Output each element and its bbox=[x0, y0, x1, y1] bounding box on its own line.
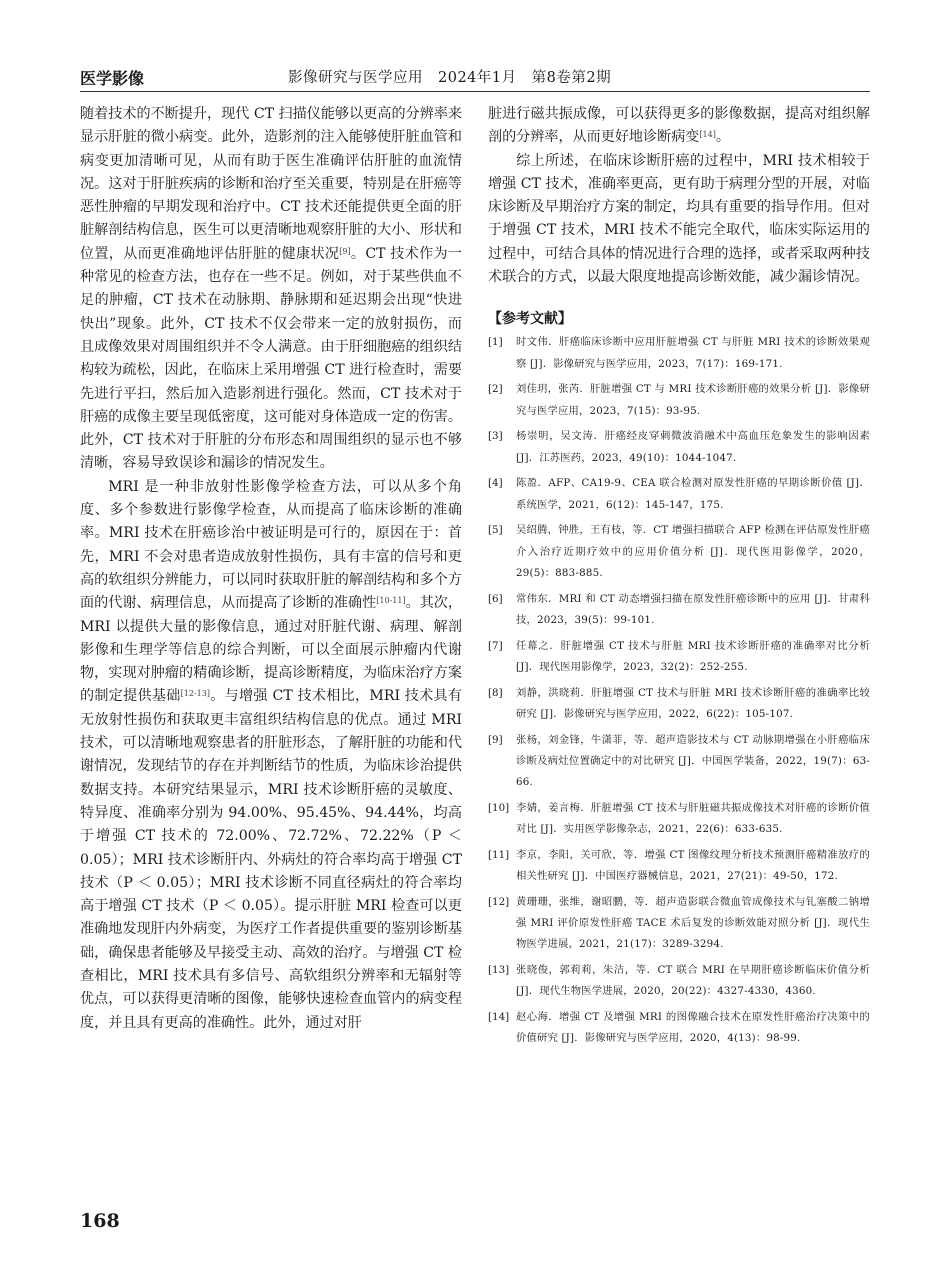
reference-text: 时文伟．肝癌临床诊断中应用肝脏增强 CT 与肝脏 MRI 技术的诊断效果观察 [J]．影像研究与医学应用，2023，7(17)：169-171. bbox=[516, 336, 870, 370]
reference-item bbox=[488, 473, 870, 515]
body-paragraph-continued: 脏进行磁共振成像，可以获得更多的影像数据，提高对组织解剖的分辨率，从而更好地诊断病变[14]。 bbox=[488, 106, 870, 146]
journal-issue-info: 影像研究与医学应用 2024年1月 第8卷第2期 bbox=[288, 70, 612, 86]
reference-text: 张杨，刘金锋，牛潇菲，等．超声造影技术与 CT 动脉期增强在小肝癌临床诊断及病灶位置确定中的对比研究 [J]．中国医学装备，2022，19(7)：63-66. bbox=[516, 733, 870, 788]
reference-item bbox=[488, 589, 870, 631]
reference-number: [3] bbox=[488, 430, 503, 443]
reference-item bbox=[488, 379, 870, 421]
reference-item bbox=[488, 960, 870, 1002]
header-divider bbox=[80, 91, 870, 92]
reference-text: 刘静，洪晓莉．肝脏增强 CT 技术与肝脏 MRI 技术诊断肝癌的准确率比较研究 [J]．影像研究与医学应用，2022，6(22)：105-107. bbox=[516, 686, 870, 720]
reference-item bbox=[488, 332, 870, 374]
left-column bbox=[80, 103, 462, 1035]
reference-text: 杨崇明，吴文涛．肝癌经皮穿刺微波消融术中高血压危象发生的影响因素 [J]．江苏医药，2023，49(10)：1044-1047. bbox=[516, 430, 870, 464]
reference-text: 李婧，姜言梅．肝脏增强 CT 技术与肝脏磁共振成像技术对肝癌的诊断价值对比 [J]．实用医学影像杂志，2021，22(6)：633-635. bbox=[516, 801, 870, 835]
reference-number: [1] bbox=[488, 336, 503, 349]
citation-ref: [12-13] bbox=[180, 689, 210, 699]
references-heading: 【参考文献】 bbox=[488, 311, 572, 328]
reference-list bbox=[488, 332, 870, 1049]
reference-number: [4] bbox=[488, 477, 503, 490]
journal-section-label: 医学影像 bbox=[80, 69, 145, 88]
reference-text: 吴绍腾，钟胜，王有枝，等．CT 增强扫描联合 AFP 检测在评估原发性肝癌介入治疗近期疗效中的应用价值分析 [J]．现代医用影像学，2020，29(5)：883-885. bbox=[516, 524, 870, 579]
right-column bbox=[488, 103, 870, 1054]
reference-text: 赵心海．增强 CT 及增强 MRI 的图像融合技术在原发性肝癌治疗决策中的价值研究 [J]．影像研究与医学应用，2020，4(13)：98-99. bbox=[516, 1010, 870, 1045]
reference-text: 常伟东．MRI 和 CT 动态增强扫描在原发性肝癌诊断中的应用 [J]．甘肃科技，2023，39(5)：99-101. bbox=[516, 592, 870, 626]
reference-number: [6] bbox=[488, 592, 503, 605]
reference-text: 陈盈．AFP、CA19-9、CEA 联合检测对原发性肝癌的早期诊断价值 [J]．系统医学，2021，6(12)：145-147，175. bbox=[516, 477, 870, 511]
reference-number: [14] bbox=[488, 1010, 510, 1023]
reference-item bbox=[488, 798, 870, 840]
reference-item bbox=[488, 845, 870, 887]
reference-text: 张晓俊，郭莉莉，朱洁，等．CT 联合 MRI 在早期肝癌诊断临床价值分析 [J]．现代生物医学进展，2020，20(22)：4327-4330，4360. bbox=[516, 963, 870, 998]
reference-number: [10] bbox=[488, 801, 510, 814]
reference-number: [2] bbox=[488, 383, 503, 396]
reference-number: [9] bbox=[488, 733, 503, 746]
reference-number: [5] bbox=[488, 524, 503, 537]
reference-item bbox=[488, 426, 870, 468]
reference-item bbox=[488, 730, 870, 794]
reference-text: 任幕之．肝脏增强 CT 技术与肝脏 MRI 技术诊断肝癌的准确率对比分析 [J]．现代医用影像学，2023，32(2)：252-255. bbox=[516, 639, 870, 673]
page-number: 168 bbox=[80, 1210, 120, 1232]
reference-number: [12] bbox=[488, 895, 510, 908]
citation-ref: [14] bbox=[699, 130, 716, 140]
reference-number: [7] bbox=[488, 639, 503, 652]
conclusion-paragraph: 综上所述，在临床诊断肝癌的过程中，MRI 技术相较于增强 CT 技术，准确率更高，更有助于病理分型的开展，对临床诊断及早期治疗方案的制定，均具有重要的指导作用。但对于增强 CT 技术，MRI 技术不能完全取代，临床实际运用的过程中，可结合具体的情况进行合理的选择，或者采取两种技术联合的方式，以最大限度地提高诊断效能，减少漏诊情况。 bbox=[488, 152, 870, 286]
reference-item bbox=[488, 636, 870, 678]
body-paragraph-mri: MRI 是一种非放射性影像学检查方法，可以从多个角度、多个参数进行影像学检查，从而提高了临床诊断的准确率。MRI 技术在肝癌诊治中被证明是可行的，原因在于：首先，MRI 不会对患者造成放射性损伤，具有丰富的信号和更高的软组织分辨能力，可以同时获取肝脏的解剖结构和多个方面的代谢、病理信息，从而提高了诊断的准确性[10-11]。其次，MRI 以提供大量的影像信息，通过对肝脏代谢、病理、解剖影像和生理学等信息的综合判断，可以全面展示肿瘤内代谢物，实现对肿瘤的精确诊断，提高诊断精度，为临床治疗方案的制定提供基础[12-13]。与增强 CT 技术相比，MRI 技术具有无放射性损伤和获取更丰富组织结构信息的优点。通过 MRI 技术，可以清晰地观察患者的肝脏形态，了解肝脏的功能和代谢情况，发现结节的存在并判断结节的性质，为临床诊治提供数据支持。本研究结果显示，MRI 技术诊断肝癌的灵敏度、特异度、准确率分别为 94.00%、95.45%、94.44%，均高于增强 CT 技术的 72.00%、72.72%、72.22%（P ＜ 0.05）；MRI 技术诊断肝内、外病灶的符合率均高于增强 CT 技术（P ＜ 0.05）；MRI 技术诊断不同直径病灶的符合率均高于增强 CT 技术（P ＜ 0.05）。提示肝脏 MRI 检查可以更准确地发现肝内外病变，为医疗工作者提供重要的鉴别诊断基础，确保患者能够及早接受主动、高效的治疗。与增强 CT 检查相比，MRI 技术具有多信号、高软组织分辨率和无辐射等优点，可以获得更清晰的图像，能够快速检查血管内的病变程度，并且具有更高的准确性。此外，通过对肝 bbox=[80, 478, 463, 1031]
reference-number: [11] bbox=[488, 848, 510, 861]
reference-number: [8] bbox=[488, 686, 503, 699]
reference-item bbox=[488, 892, 870, 956]
reference-item bbox=[488, 1007, 870, 1049]
citation-ref: [9] bbox=[339, 246, 351, 256]
reference-text: 黄珊珊，张维，谢昭鹏，等．超声造影联合微血管成像技术与钆塞酸二钠增强 MRI 评价原发性肝癌 TACE 术后复发的诊断效能对照分析 [J]．现代生物医学进展，2021，21(17)：3289-3294. bbox=[516, 895, 870, 951]
reference-number: [13] bbox=[488, 963, 510, 976]
reference-item bbox=[488, 520, 870, 584]
reference-text: 李京，李阳，关可欣，等．增强 CT 图像纹理分析技术预测肝癌精准放疗的相关性研究 [J]．中国医疗器械信息，2021，27(21)：49-50，172. bbox=[516, 848, 870, 882]
body-paragraph-ct: 随着技术的不断提升，现代 CT 扫描仪能够以更高的分辨率来显示肝脏的微小病变。此外，造影剂的注入能够使肝脏血管和病变更加清晰可见，从而有助于医生准确评估肝脏的血流情况。这对于肝脏疾病的诊断和治疗至关重要，特别是在肝癌等恶性肿瘤的早期发现和治疗中。CT 技术还能提供更全面的肝脏解剖结构信息，医生可以更清晰地观察肝脏的大小、形状和位置，从而更准确地评估肝脏的健康状况[9]。CT 技术作为一种常见的检查方法，也存在一些不足。例如，对于某些供血不足的肿瘤，CT 技术在动脉期、静脉期和延迟期会出现“快进快出”现象。此外，CT 技术不仅会带来一定的放射损伤，而且成像效果对周围组织并不令人满意。由于肝细胞癌的组织结构较为疏松，因此，在临床上采用增强 CT 进行检查时，需要先进行平扫，然后加入造影剂进行强化。然而，CT 技术对于肝癌的成像主要呈现低密度，这可能对身体造成一定的伤害。此外，CT 技术对于肝脏的分布形态和周围组织的显示也不够清晰，容易导致误诊和漏诊的情况发生。 bbox=[80, 106, 463, 472]
reference-text: 刘佳玥，张芮．肝脏增强 CT 与 MRI 技术诊断肝癌的效果分析 [J]．影像研究与医学应用，2023，7(15)：93-95. bbox=[516, 383, 870, 417]
reference-item bbox=[488, 683, 870, 725]
citation-ref: [10-11] bbox=[376, 596, 406, 606]
